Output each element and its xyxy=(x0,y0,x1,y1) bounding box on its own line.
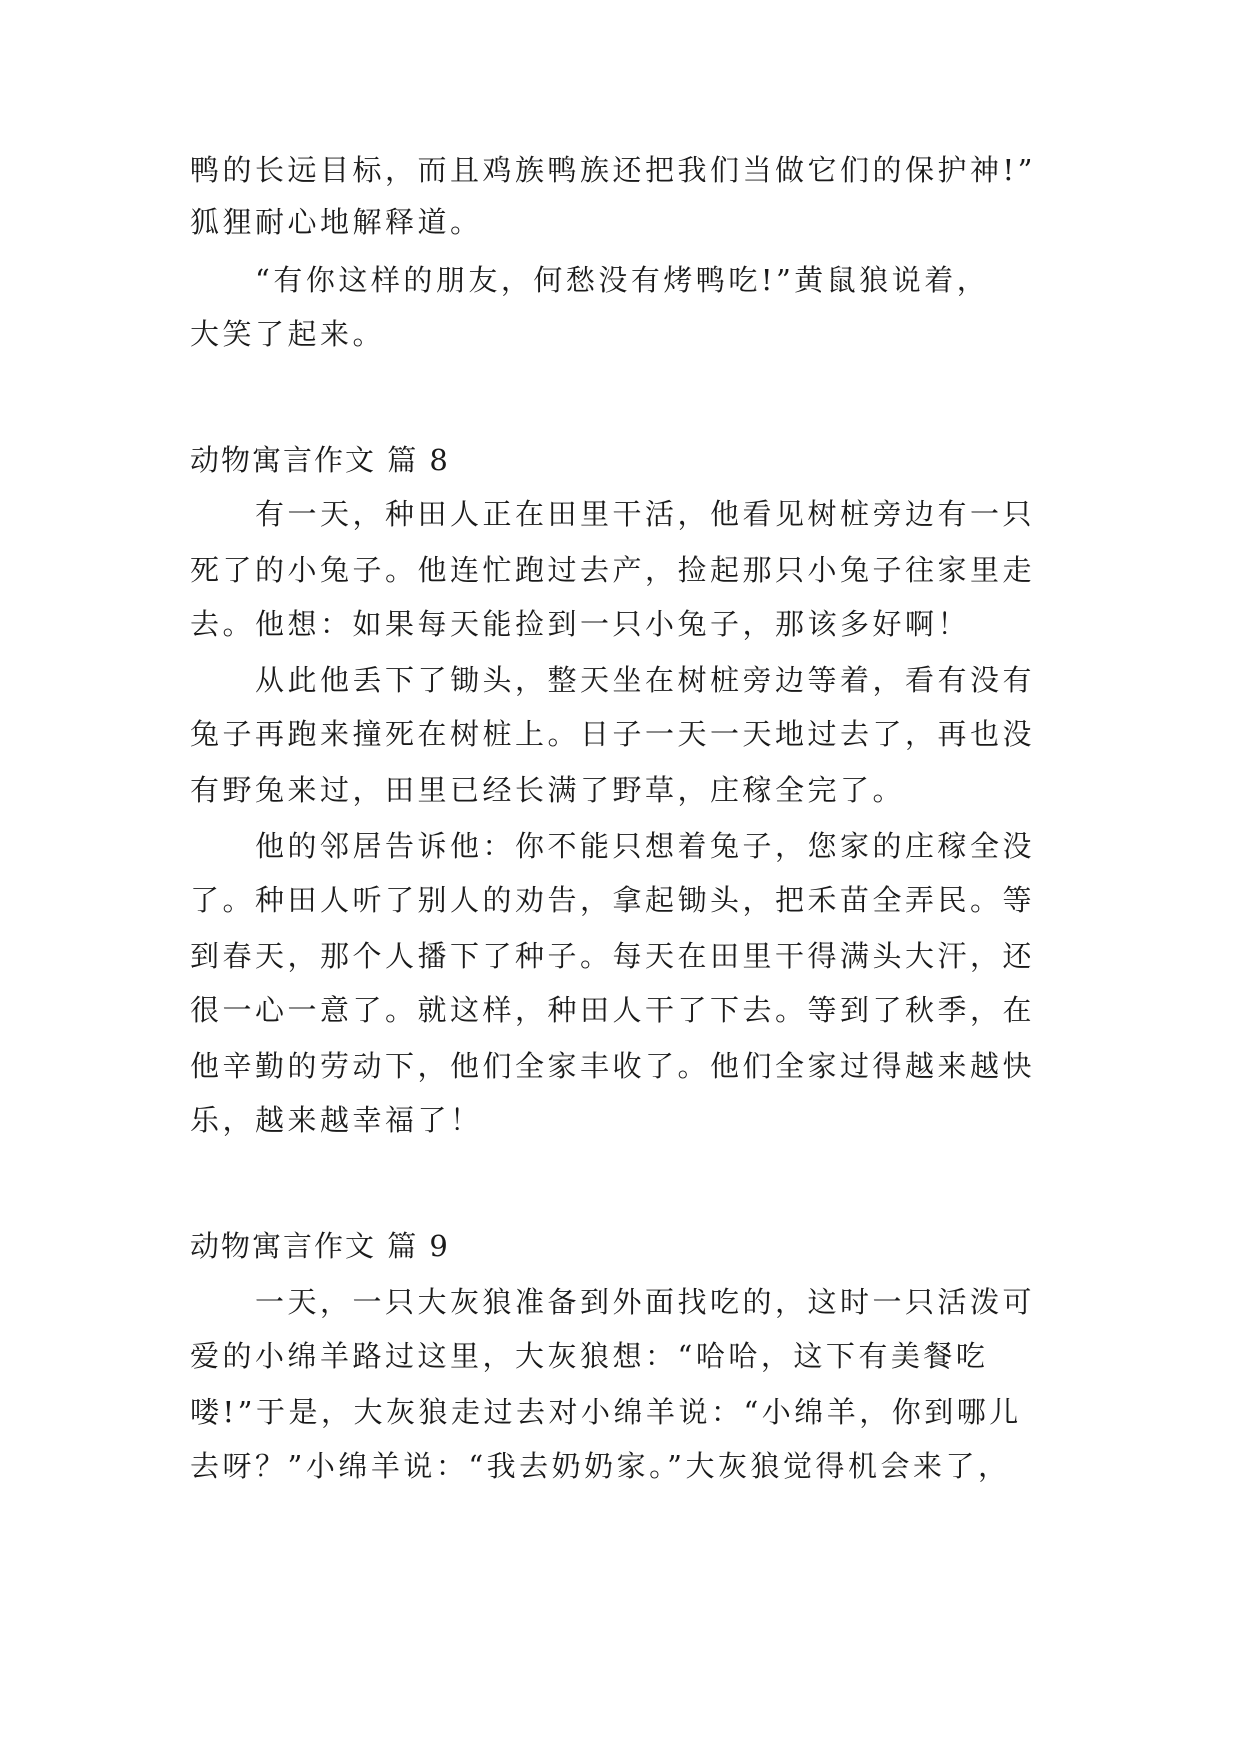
text-line: 到春天，那个人播下了种子。每天在田里干得满头大汗，还 xyxy=(190,939,1036,973)
text-line: 大笑了起来。 xyxy=(190,317,386,351)
section-heading: 动物寓言作文 篇 9 xyxy=(190,1229,450,1263)
text-line: 兔子再跑来撞死在树桩上。日子一天一天地过去了，再也没 xyxy=(190,717,1036,751)
text-line: 鸭的长远目标，而且鸡族鸭族还把我们当做它们的保护神!” xyxy=(190,153,1036,187)
text-line: 爱的小绵羊路过这里，大灰狼想：“哈哈，这下有美餐吃 xyxy=(190,1339,989,1373)
text-line: “有你这样的朋友，何愁没有烤鸭吃!”黄鼠狼说着， xyxy=(255,263,990,297)
text-line: 喽!”于是，大灰狼走过去对小绵羊说：“小绵羊，你到哪儿 xyxy=(190,1395,1022,1429)
text-line: 他的邻居告诉他：你不能只想着兔子，您家的庄稼全没 xyxy=(255,829,1036,863)
text-line: 去呀？”小绵羊说：“我去奶奶家。”大灰狼觉得机会来了， xyxy=(190,1449,1011,1483)
text-line: 去。他想：如果每天能捡到一只小兔子，那该多好啊！ xyxy=(190,607,971,641)
text-line: 很一心一意了。就这样，种田人干了下去。等到了秋季，在 xyxy=(190,993,1036,1027)
text-line: 一天，一只大灰狼准备到外面找吃的，这时一只活泼可 xyxy=(255,1285,1036,1319)
text-line: 从此他丢下了锄头，整天坐在树桩旁边等着，看有没有 xyxy=(255,663,1036,697)
text-line: 乐，越来越幸福了！ xyxy=(190,1103,483,1137)
section-heading: 动物寓言作文 篇 8 xyxy=(190,443,450,477)
text-line: 他辛勤的劳动下，他们全家丰收了。他们全家过得越来越快 xyxy=(190,1049,1036,1083)
text-line: 了。种田人听了别人的劝告，拿起锄头，把禾苗全弄民。等 xyxy=(190,883,1036,917)
text-line: 有野兔来过，田里已经长满了野草，庄稼全完了。 xyxy=(190,773,906,807)
text-line: 死了的小兔子。他连忙跑过去产，捡起那只小兔子往家里走 xyxy=(190,553,1036,587)
text-line: 有一天，种田人正在田里干活，他看见树桩旁边有一只 xyxy=(255,497,1036,531)
text-line: 狐狸耐心地解释道。 xyxy=(190,205,483,239)
